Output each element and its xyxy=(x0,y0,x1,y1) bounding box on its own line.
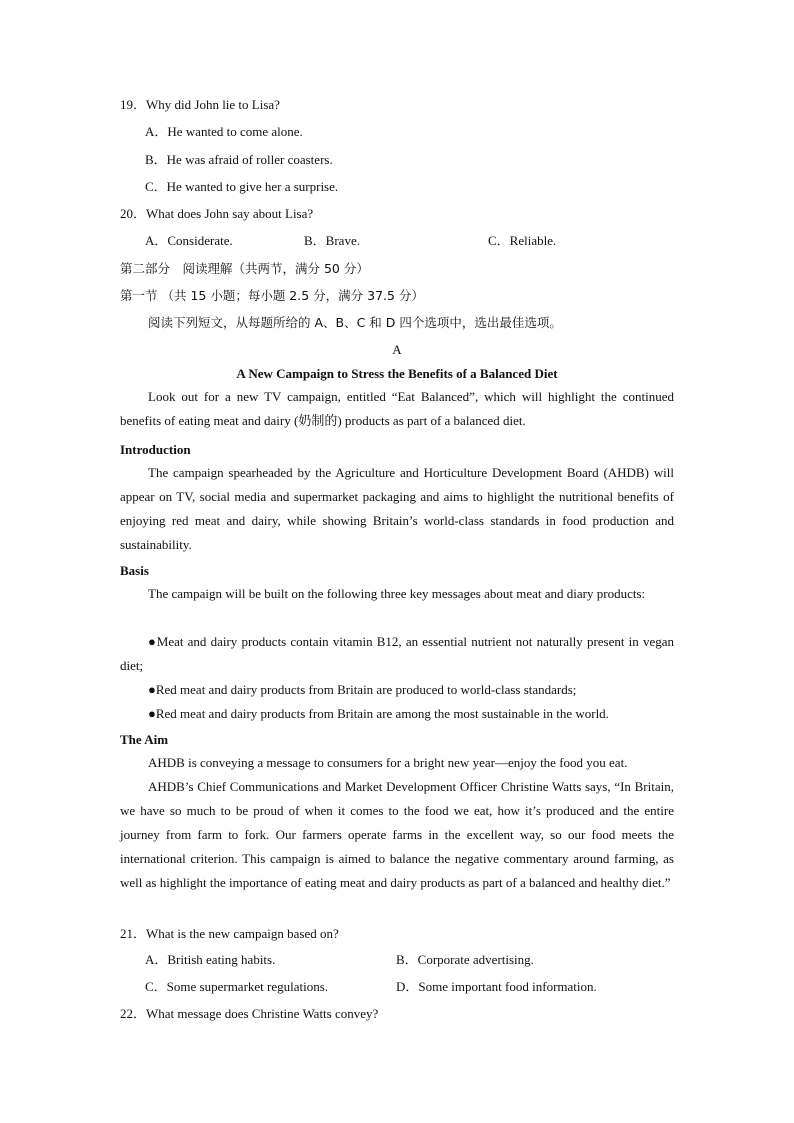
question-20-option-b: B．Brave. xyxy=(304,233,360,248)
aim-paragraph: AHDB is conveying a message to consumers for a bright new year—enjoy the food you eat. xyxy=(148,755,628,770)
question-20-option-a: A．Considerate. xyxy=(145,233,233,248)
question-20-stem: 20．What does John say about Lisa? xyxy=(120,206,314,221)
part-2-heading: 第二部分 阅读理解（共两节，满分 50 分） xyxy=(120,261,369,276)
passage-label: A xyxy=(392,342,402,357)
question-22-stem: 22．What message does Christine Watts convey? xyxy=(120,1006,379,1021)
basis-bullet-1: ●Meat and dairy products contain vitamin B12, an essential nutrient not naturally present in vegan diet; xyxy=(120,634,674,673)
question-21-stem: 21．What is the new campaign based on? xyxy=(120,926,339,941)
aim-heading: The Aim xyxy=(120,732,169,747)
introduction-heading: Introduction xyxy=(120,442,191,457)
quote-paragraph: AHDB’s Chief Communications and Market Development Officer Christine Watts says, “In Britain, we have so much to be proud of when it comes to the food we eat, how it’s produced and the entire journey from farm to fork. Our farmers operate farms in the excellent way, so our food meets the international criterion. This campaign is aimed to balance the negative commentary around farming, as well as highlight the importance of eating meat and dairy products as part of a balanced and healthy diet.” xyxy=(120,779,674,890)
question-20-option-c: C．Reliable. xyxy=(488,233,557,248)
question-19-option-c: C．He wanted to give her a surprise. xyxy=(145,179,339,194)
question-19-option-a: A．He wanted to come alone. xyxy=(145,124,303,139)
reading-instruction: 阅读下列短文，从每题所给的 A、B、C 和 D 四个选项中，选出最佳选项。 xyxy=(148,315,562,330)
passage-title: A New Campaign to Stress the Benefits of a Balanced Diet xyxy=(236,366,558,381)
basis-bullet-2: ●Red meat and dairy products from Britain are produced to world-class standards; xyxy=(148,682,577,697)
question-21-option-a: A．British eating habits. xyxy=(145,952,276,967)
question-21-option-b: B．Corporate advertising. xyxy=(396,952,534,967)
introduction-paragraph: The campaign spearheaded by the Agriculture and Horticulture Development Board (AHDB) will appear on TV, social media and supermarket packaging and aims to highlight the nutritional benefits of enjoying red meat and dairy, while showing Britain’s world-class standards in food production and sustainability. xyxy=(120,465,674,552)
question-21-option-c: C．Some supermarket regulations. xyxy=(145,979,329,994)
passage-intro-paragraph: Look out for a new TV campaign, entitled “Eat Balanced”, which will highlight the continued benefits of eating meat and dairy (奶制的) products as part of a balanced diet. xyxy=(120,389,674,428)
section-1-heading: 第一节 （共 15 小题；每小题 2.5 分，满分 37.5 分） xyxy=(120,288,424,303)
question-19-option-b: B．He was afraid of roller coasters. xyxy=(145,152,333,167)
question-21-option-d: D．Some important food information. xyxy=(396,979,597,994)
basis-bullet-3: ●Red meat and dairy products from Britain are among the most sustainable in the world. xyxy=(148,706,609,721)
basis-heading: Basis xyxy=(120,563,149,578)
basis-paragraph: The campaign will be built on the following three key messages about meat and diary products: xyxy=(148,586,646,601)
question-19-stem: 19．Why did John lie to Lisa? xyxy=(120,97,280,112)
